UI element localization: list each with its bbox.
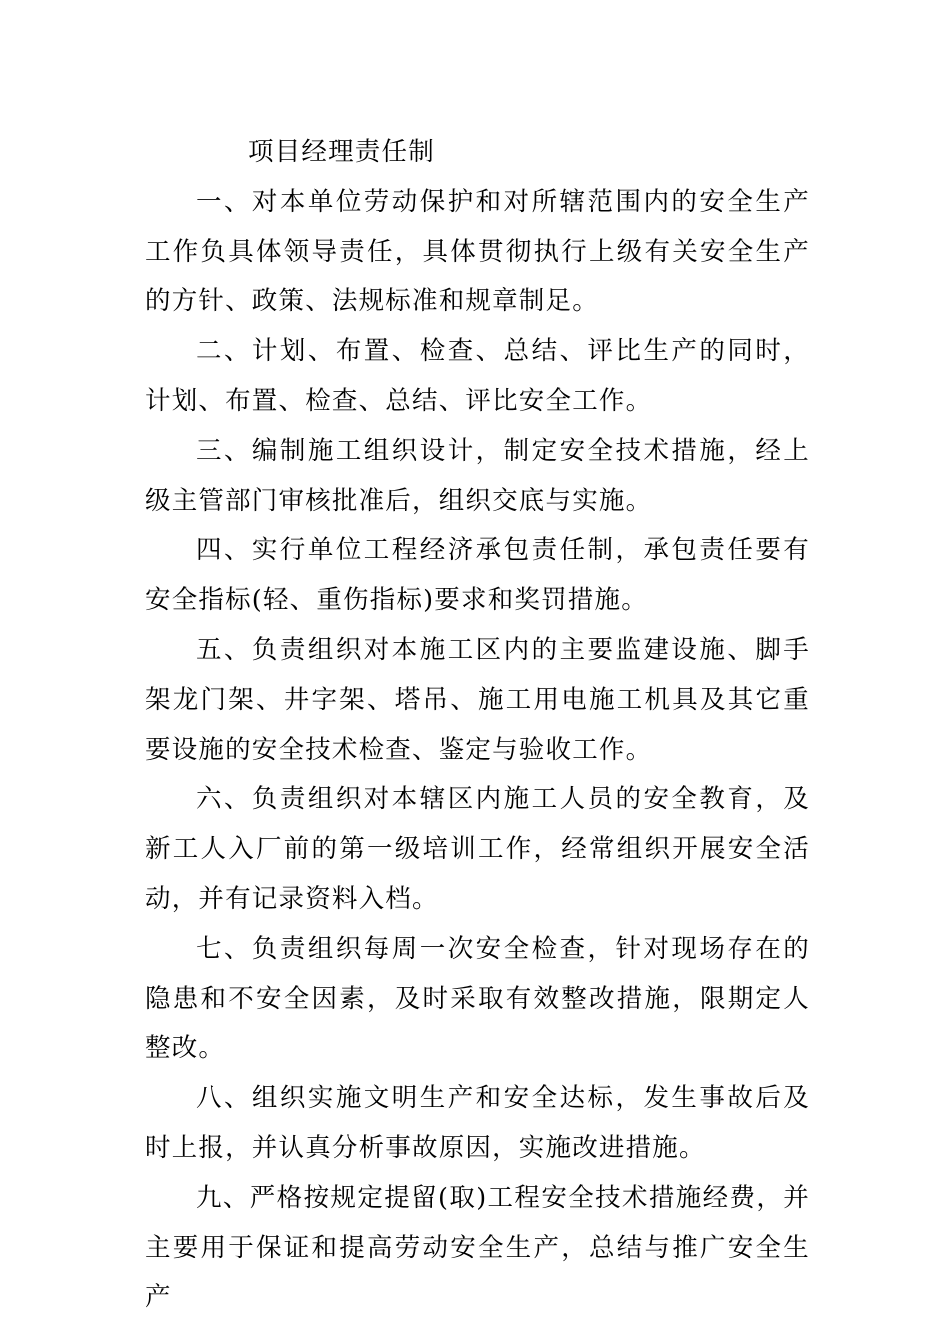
paragraph-4: 四、实行单位工程经济承包责任制，承包责任要有安全指标(轻、重伤指标)要求和奖罚措施。 bbox=[145, 535, 810, 616]
paragraph-5: 五、负责组织对本施工区内的主要监建设施、脚手架龙门架、井字架、塔吊、施工用电施工机具及其它重要设施的安全技术检查、鉴定与验收工作。 bbox=[145, 634, 810, 765]
document-body bbox=[145, 128, 810, 1323]
paragraph-7: 七、负责组织每周一次安全检查，针对现场存在的隐患和不安全因素，及时采取有效整改措施，限期定人整改。 bbox=[145, 933, 810, 1064]
paragraph-9: 九、严格按规定提留(取)工程安全技术措施经费，并主要用于保证和提高劳动安全生产，总结与推广安全生产 bbox=[145, 1182, 810, 1313]
paragraph-6: 六、负责组织对本辖区内施工人员的安全教育，及新工人入厂前的第一级培训工作，经常组织开展安全活动，并有记录资料入档。 bbox=[145, 784, 810, 914]
paragraph-3: 三、编制施工组织设计，制定安全技术措施，经上级主管部门审核批准后，组织交底与实施。 bbox=[145, 435, 810, 516]
paragraph-8: 八、组织实施文明生产和安全达标，发生事故后及时上报，并认真分析事故原因，实施改进措施。 bbox=[145, 1083, 810, 1163]
paragraph-2: 二、计划、布置、检查、总结、评比生产的同时，计划、布置、检查、总结、评比安全工作。 bbox=[145, 336, 810, 416]
document-title: 项目经理责任制 bbox=[248, 137, 435, 167]
paragraph-1: 一、对本单位劳动保护和对所辖范围内的安全生产工作负具体领导责任，具体贯彻执行上级有关安全生产的方针、政策、法规标准和规章制足。 bbox=[145, 186, 810, 317]
